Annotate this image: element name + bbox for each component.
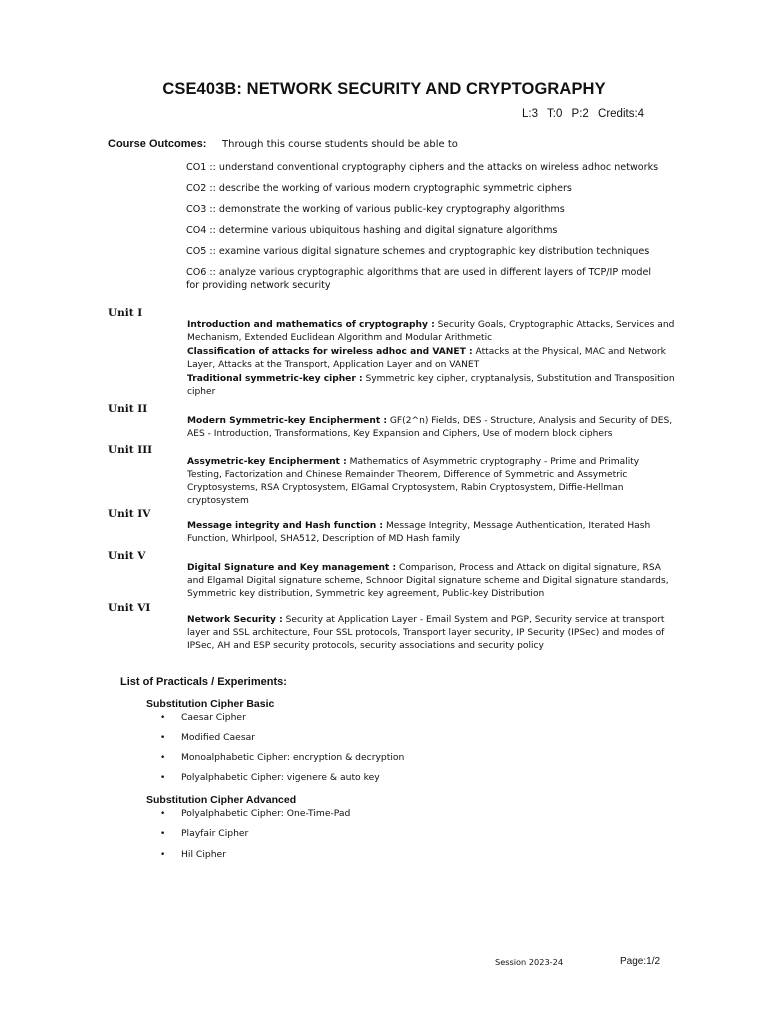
page-number: Page:1/2 [620, 956, 661, 967]
course-outcome-3: CO3 :: demonstrate the working of various public-key cryptography algorithms [186, 204, 565, 215]
course-outcomes-heading: Course Outcomes: [108, 138, 207, 150]
unit-label: Unit I [108, 307, 143, 319]
list-item: • Polyalphabetic Cipher: vigenere & auto key [160, 772, 380, 783]
practicals-heading: List of Practicals / Experiments: [120, 676, 287, 688]
unit-content [187, 562, 675, 602]
list-item: • Hil Cipher [160, 849, 226, 860]
course-outcome-6: CO6 :: analyze various cryptographic algorithms that are used in different layers of TCP/IP model [186, 267, 652, 278]
unit-topic: Introduction and mathematics of cryptography : Security Goals, Cryptographic Attacks, Services and Mechanism, Extended Euclidean Algorithm and Modular Arithmetic [187, 320, 675, 343]
credits-value: Credits:4 [598, 108, 645, 120]
unit-content [187, 520, 675, 547]
unit-label: Unit II [108, 403, 148, 415]
list-item: • Polyalphabetic Cipher: One-Time-Pad [160, 808, 351, 819]
list-item: • Playfair Cipher [160, 828, 249, 839]
list-item: • Caesar Cipher [160, 712, 246, 723]
unit-label: Unit IV [108, 508, 151, 520]
lecture-hours: L:3 [522, 108, 538, 120]
unit-topic: Modern Symmetric-key Encipherment : GF(2^n) Fields, DES - Structure, Analysis and Security of DES, AES - Introduction, Transformations, Key Expansion and Ciphers, Use of modern block ciphers [187, 416, 673, 439]
unit-topic: Assymetric-key Encipherment : Mathematics of Asymmetric cryptography - Prime and Primality Testing, Factorization and Chinese Remainder Theorem, Difference of Symmetric and Assymetric Cryptosystems, RSA Cryptosystem, ElGamal Cryptosystem, Rabin Cryptosystem, Diffie-Hellman cryptosystem [187, 457, 640, 506]
document-title: CSE403B: NETWORK SECURITY AND CRYPTOGRAPHY [162, 80, 606, 98]
unit-content [187, 456, 675, 509]
course-outcome-2: CO2 :: describe the working of various modern cryptographic symmetric ciphers [186, 183, 572, 194]
unit-content [187, 319, 675, 400]
course-outcome-5: CO5 :: examine various digital signature schemes and cryptographic key distribution techniques [186, 246, 650, 257]
unit-label: Unit VI [108, 602, 151, 614]
course-outcome-6-continuation: for providing network security [186, 280, 331, 291]
practical-section-title: Substitution Cipher Basic [146, 698, 275, 710]
course-outcomes-intro: Through this course students should be able to [222, 139, 458, 150]
course-outcome-4: CO4 :: determine various ubiquitous hashing and digital signature algorithms [186, 225, 558, 236]
course-outcome-1: CO1 :: understand conventional cryptography ciphers and the attacks on wireless adhoc networks [186, 162, 659, 173]
unit-topic: Digital Signature and Key management : Comparison, Process and Attack on digital signature, RSA and Elgamal Digital signature scheme, Schnoor Digital signature scheme and Digital signature standards, Symmetric key distribution, Symmetric key agreement, Public-key Distribution [187, 563, 669, 599]
unit-topic: Network Security : Security at Application Layer - Email System and PGP, Security service at transport layer and SSL architecture, Four SSL protocols, Transport layer security, IP Security (IPSec) and modes of IPSec, AH and ESP security protocols, security associations and security policy [187, 615, 665, 651]
practical-hours: P:2 [571, 108, 589, 120]
session-label: Session 2023-24 [495, 957, 564, 967]
unit-topic: Message integrity and Hash function : Message Integrity, Message Authentication, Iterated Hash Function, Whirlpool, SHA512, Description of MD Hash family [187, 521, 651, 544]
unit-label: Unit III [108, 444, 153, 456]
unit-content [187, 415, 675, 442]
practical-section-title: Substitution Cipher Advanced [146, 794, 297, 806]
credit-structure [522, 108, 650, 120]
unit-content [187, 614, 675, 654]
tutorial-hours: T:0 [547, 108, 563, 120]
unit-topic: Classification of attacks for wireless adhoc and VANET : Attacks at the Physical, MAC and Network Layer, Attacks at the Transport, Application Layer and on VANET [187, 347, 666, 370]
unit-label: Unit V [108, 550, 146, 562]
list-item: • Modified Caesar [160, 732, 256, 743]
list-item: • Monoalphabetic Cipher: encryption & decryption [160, 752, 405, 763]
unit-topic: Traditional symmetric-key cipher : Symmetric key cipher, cryptanalysis, Substitution and Transposition cipher [187, 374, 675, 397]
